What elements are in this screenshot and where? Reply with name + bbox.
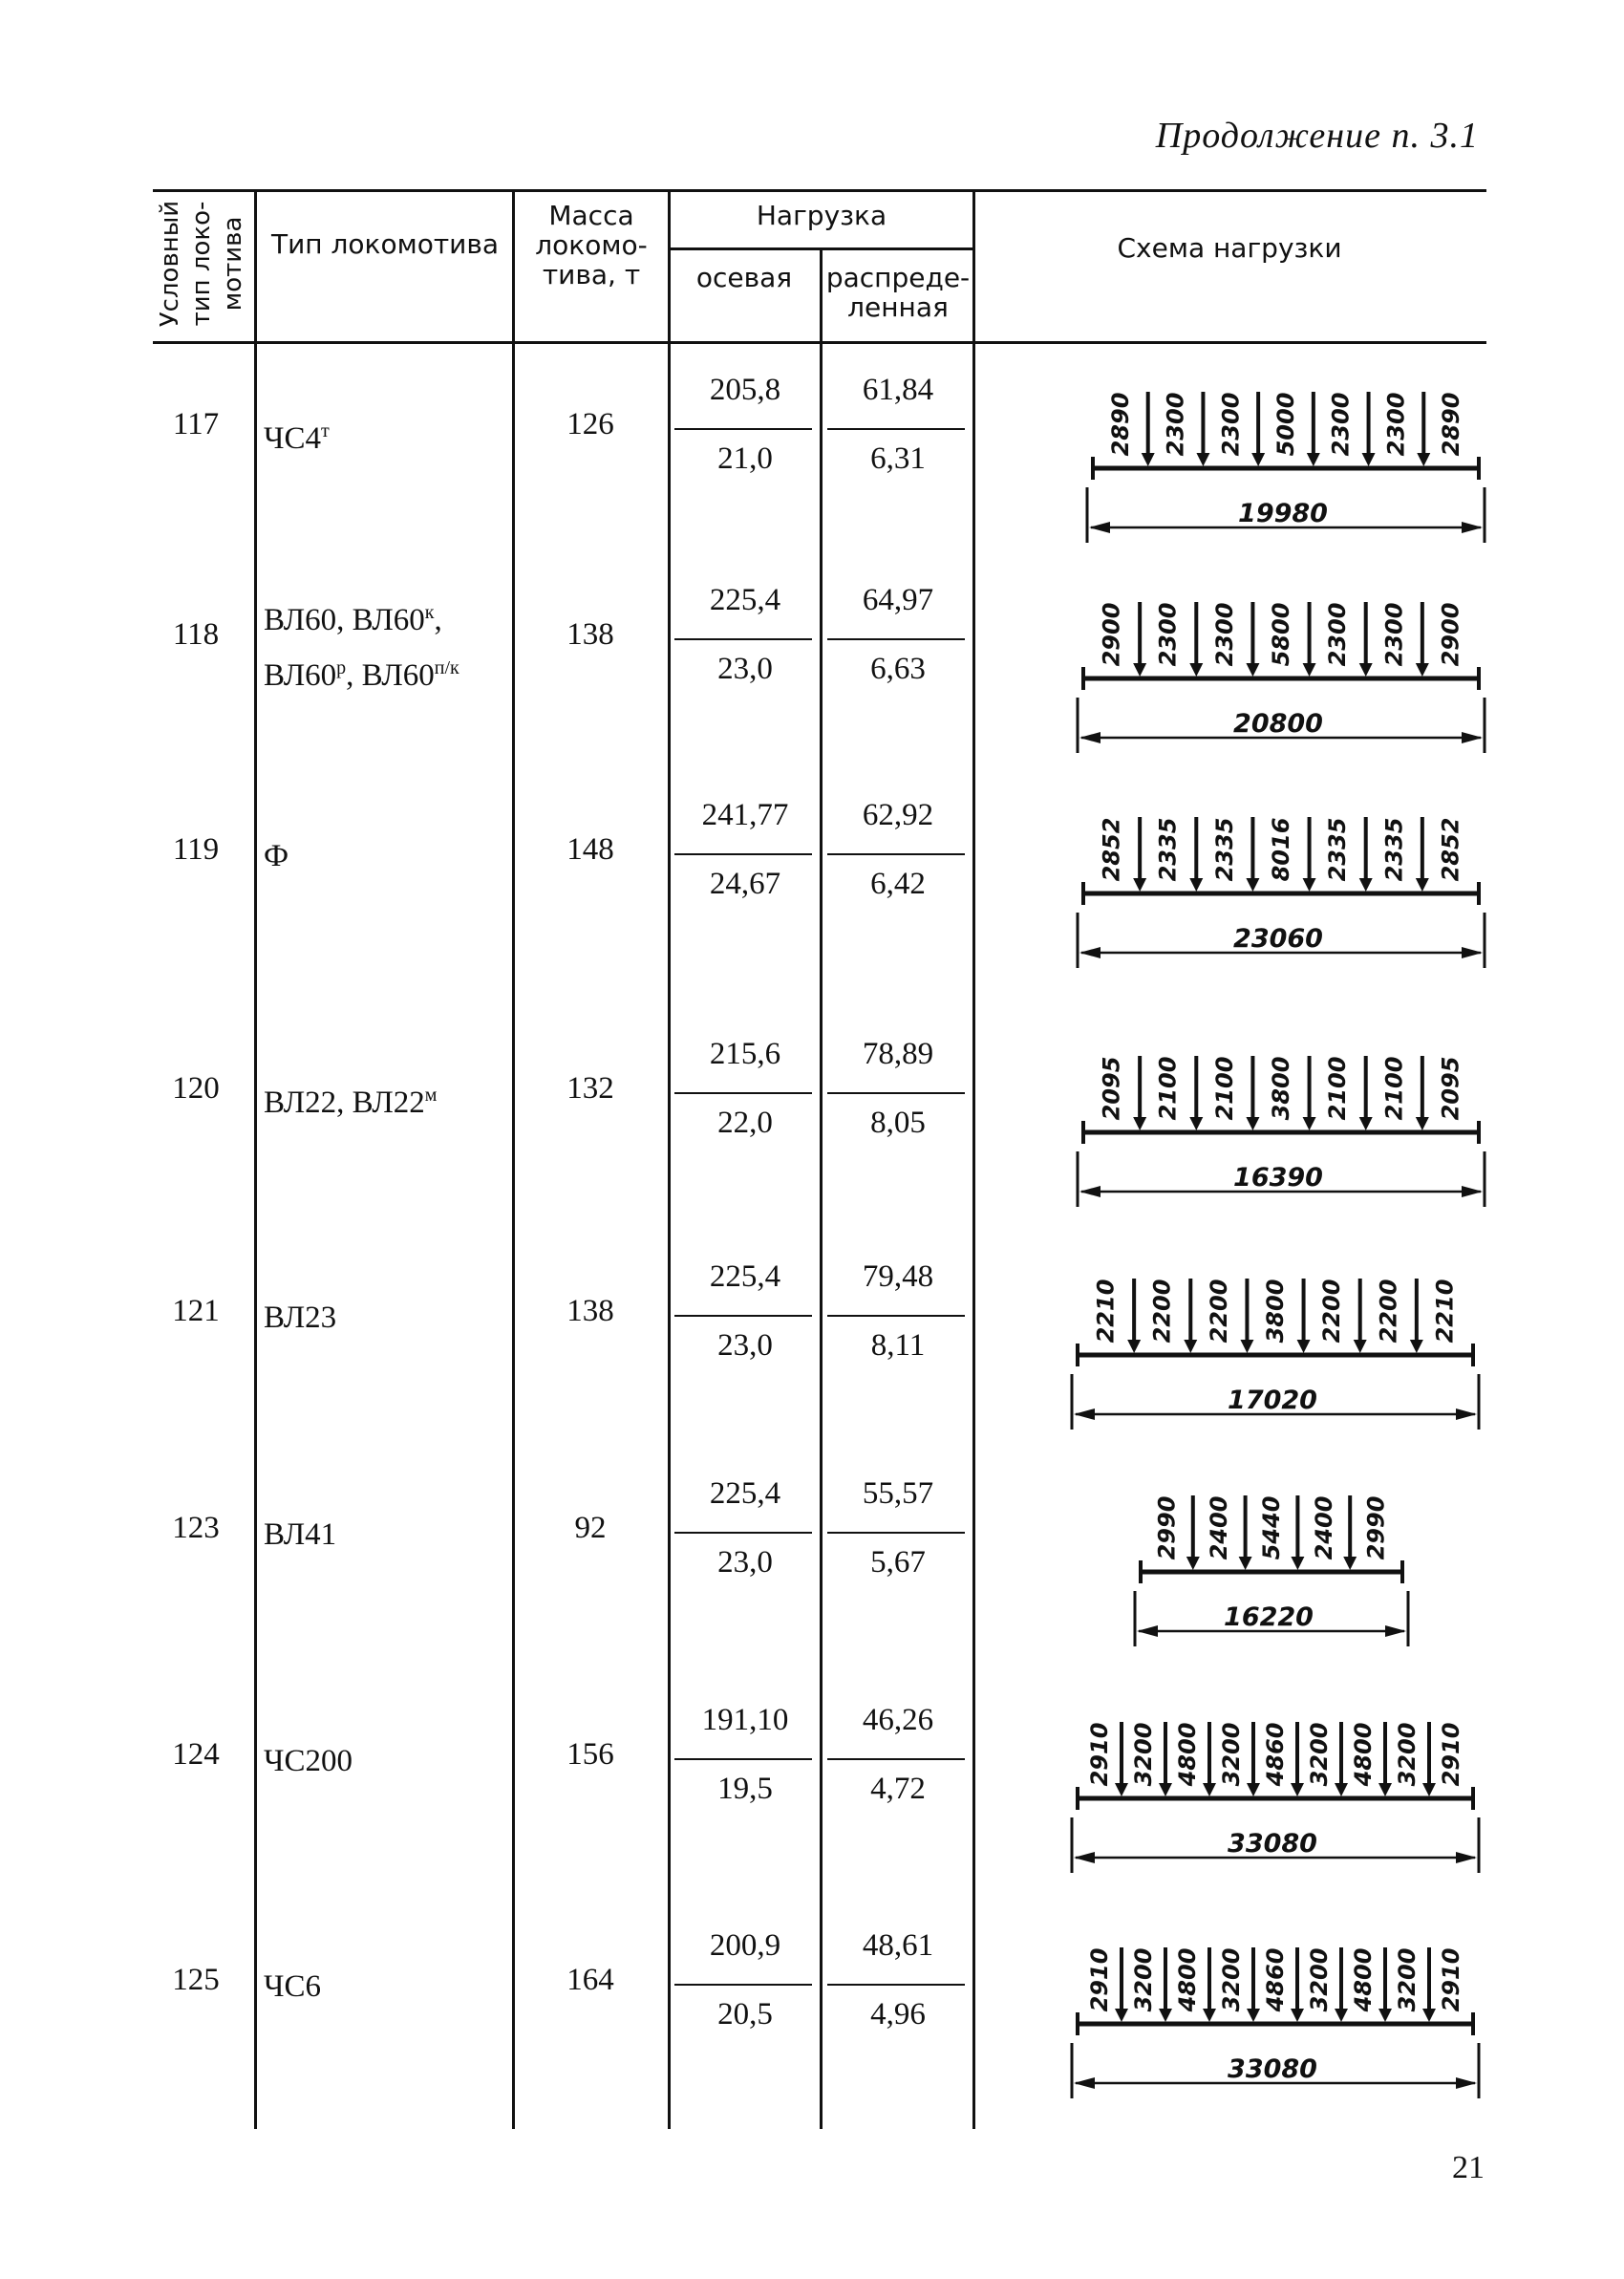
axle-spacing-label: 8016 xyxy=(1268,817,1294,882)
distributed-load-bottom: 6,31 xyxy=(870,441,926,476)
axle-load-arrowhead xyxy=(1159,2009,1172,2022)
locomotive-name xyxy=(264,1071,437,1127)
axle-load-arrowhead xyxy=(1335,1783,1348,1796)
col-divider-5 xyxy=(972,189,975,2129)
axle-load-arrowhead xyxy=(1354,1340,1367,1353)
axle-spacing-label: 3200 xyxy=(1306,1722,1333,1787)
axial-load-top: 205,8 xyxy=(709,373,781,407)
col-divider-3 xyxy=(668,189,671,2129)
axle-load-arrowhead xyxy=(1378,1783,1392,1796)
axle-spacing-label: 2100 xyxy=(1324,1056,1352,1121)
row-code: 125 xyxy=(172,1963,220,1997)
load-scheme-diagram xyxy=(1068,575,1498,757)
axle-load-arrowhead xyxy=(1247,2009,1260,2022)
col-header-distributed xyxy=(823,263,972,322)
locomotive-mass: 138 xyxy=(566,1294,614,1328)
axial-load-bottom: 20,5 xyxy=(717,1997,773,2032)
locomotive-name xyxy=(264,1737,353,1785)
dimension-arrowhead xyxy=(1456,1852,1477,1863)
axle-spacing-label: 2910 xyxy=(1086,1947,1113,2012)
col-divider-2 xyxy=(512,189,515,2129)
locomotive-mass: 148 xyxy=(566,832,614,867)
axle-load-arrowhead xyxy=(1416,663,1429,677)
axial-load-top: 225,4 xyxy=(709,1476,781,1511)
axle-load-arrowhead xyxy=(1115,1783,1128,1796)
axle-spacing-label: 4800 xyxy=(1174,1722,1201,1787)
col-header-type-code-line: Условный xyxy=(156,200,184,328)
axial-load-top: 241,77 xyxy=(701,798,789,832)
axle-spacing-label: 2852 xyxy=(1098,817,1125,882)
distributed-load-top: 46,26 xyxy=(862,1703,934,1737)
total-length-label: 33080 xyxy=(1228,1829,1317,1859)
total-length-label: 19980 xyxy=(1238,499,1328,528)
axial-load-bottom: 23,0 xyxy=(717,1545,773,1580)
axle-spacing-label: 2300 xyxy=(1382,392,1410,457)
axle-load-arrowhead xyxy=(1186,1557,1200,1570)
axial-fraction-line xyxy=(674,1315,812,1317)
axle-load-arrowhead xyxy=(1184,1340,1197,1353)
axle-load-arrowhead xyxy=(1240,1340,1253,1353)
dimension-arrowhead xyxy=(1079,947,1100,958)
axle-load-arrowhead xyxy=(1359,663,1373,677)
col-header-mass-line: Масса xyxy=(548,200,634,231)
axial-load-top: 225,4 xyxy=(709,1259,781,1294)
axle-load-arrowhead xyxy=(1246,1117,1259,1130)
row-code: 118 xyxy=(172,617,220,652)
axle-load-arrowhead xyxy=(1203,2009,1216,2022)
locomotive-name-line: $ЧС4^т$ xyxy=(264,420,330,456)
axle-spacing-label: 2900 xyxy=(1437,602,1464,667)
axle-spacing-label: 2335 xyxy=(1154,817,1182,882)
dimension-arrowhead xyxy=(1462,732,1483,743)
axle-spacing-label: 2990 xyxy=(1362,1495,1390,1560)
distributed-load-top: 62,92 xyxy=(862,798,934,832)
dimension-arrowhead xyxy=(1385,1625,1406,1637)
dimension-arrowhead xyxy=(1074,1852,1095,1863)
locomotive-name-line: ВЛ60, $ВЛ60^к$, xyxy=(264,602,442,637)
axle-load-arrowhead xyxy=(1303,1117,1316,1130)
dimension-arrowhead xyxy=(1462,1186,1483,1197)
distributed-load-top: 61,84 xyxy=(862,373,934,407)
locomotive-mass: 156 xyxy=(566,1737,614,1772)
row-code: 123 xyxy=(172,1511,220,1545)
axle-load-arrowhead xyxy=(1189,878,1203,892)
locomotive-mass: 92 xyxy=(574,1511,607,1545)
axle-load-arrowhead xyxy=(1246,878,1259,892)
load-scheme-diagram xyxy=(1125,1469,1421,1650)
distributed-load-bottom: 6,42 xyxy=(870,867,926,901)
locomotive-mass: 132 xyxy=(566,1071,614,1106)
axle-load-arrowhead xyxy=(1410,1340,1423,1353)
axle-spacing-label: 4800 xyxy=(1350,1947,1377,2012)
axle-load-arrowhead xyxy=(1416,1117,1429,1130)
load-scheme-diagram xyxy=(1078,365,1498,547)
axle-spacing-label: 2300 xyxy=(1327,392,1355,457)
axle-spacing-label: 2300 xyxy=(1380,602,1408,667)
axle-spacing-label: 2335 xyxy=(1324,817,1352,882)
locomotive-name-line: ВЛ23 xyxy=(264,1301,337,1335)
axle-spacing-label: 2095 xyxy=(1437,1056,1464,1121)
axle-spacing-label: 4800 xyxy=(1174,1947,1201,2012)
axle-load-arrowhead xyxy=(1359,878,1373,892)
axle-spacing-label: 3200 xyxy=(1394,1947,1421,2012)
total-length-label: 33080 xyxy=(1228,2054,1317,2084)
distributed-fraction-line xyxy=(827,1758,965,1760)
row-code: 117 xyxy=(172,407,220,441)
distributed-fraction-line xyxy=(827,853,965,855)
col-header-load: Нагрузка xyxy=(756,200,887,231)
total-length-label: 16220 xyxy=(1224,1602,1314,1632)
page-number: 21 xyxy=(1452,2150,1485,2185)
dimension-arrowhead xyxy=(1462,947,1483,958)
axle-load-arrowhead xyxy=(1133,663,1146,677)
axle-load-arrowhead xyxy=(1291,1557,1304,1570)
distributed-load-bottom: 8,11 xyxy=(870,1328,926,1363)
axle-load-arrowhead xyxy=(1362,453,1376,466)
axial-fraction-line xyxy=(674,428,812,430)
locomotive-name-line: Ф xyxy=(264,839,289,873)
col-header-mass xyxy=(516,201,667,290)
total-length-label: 23060 xyxy=(1233,924,1323,954)
dimension-arrowhead xyxy=(1074,1408,1095,1420)
col-header-type-code-line: тип локо- xyxy=(187,201,216,327)
axle-spacing-label: 3200 xyxy=(1130,1722,1157,1787)
axle-spacing-label: 4860 xyxy=(1262,1722,1289,1787)
load-scheme-diagram xyxy=(1068,1029,1498,1211)
axle-spacing-label: 3200 xyxy=(1218,1947,1245,2012)
distributed-load-bottom: 8,05 xyxy=(870,1106,926,1140)
distributed-load-bottom: 6,63 xyxy=(870,652,926,686)
axle-spacing-label: 2200 xyxy=(1148,1279,1176,1344)
dimension-arrowhead xyxy=(1089,522,1110,533)
axle-spacing-label: 2852 xyxy=(1437,817,1464,882)
distributed-load-top: 48,61 xyxy=(862,1928,934,1963)
axle-load-arrowhead xyxy=(1307,453,1320,466)
axle-spacing-label: 2100 xyxy=(1380,1056,1408,1121)
axle-spacing-label: 3200 xyxy=(1130,1947,1157,2012)
axial-fraction-line xyxy=(674,1532,812,1534)
axle-spacing-label: 2900 xyxy=(1098,602,1125,667)
distributed-fraction-line xyxy=(827,1532,965,1534)
distributed-fraction-line xyxy=(827,1984,965,1986)
locomotive-name xyxy=(264,589,459,699)
axle-spacing-label: 2990 xyxy=(1153,1495,1181,1560)
axle-spacing-label: 2910 xyxy=(1438,1722,1464,1787)
distributed-fraction-line xyxy=(827,1315,965,1317)
total-length-label: 20800 xyxy=(1233,709,1323,739)
axle-spacing-label: 2300 xyxy=(1217,392,1245,457)
axle-load-arrowhead xyxy=(1417,453,1430,466)
locomotive-mass: 164 xyxy=(566,1963,614,1997)
axle-load-arrowhead xyxy=(1422,2009,1436,2022)
axle-spacing-label: 2910 xyxy=(1086,1722,1113,1787)
axle-load-arrowhead xyxy=(1303,878,1316,892)
axle-spacing-label: 2100 xyxy=(1210,1056,1238,1121)
locomotive-name xyxy=(264,407,330,462)
axle-spacing-label: 2400 xyxy=(1310,1495,1337,1560)
col-divider-4 xyxy=(820,247,823,2129)
total-length-label: 17020 xyxy=(1228,1386,1317,1415)
axle-spacing-label: 2300 xyxy=(1210,602,1238,667)
axle-load-arrowhead xyxy=(1203,1783,1216,1796)
axial-load-top: 215,6 xyxy=(709,1037,781,1071)
axle-spacing-label: 2210 xyxy=(1431,1279,1459,1344)
distributed-fraction-line xyxy=(827,1092,965,1094)
axle-spacing-label: 2910 xyxy=(1438,1947,1464,2012)
distributed-load-bottom: 4,96 xyxy=(870,1997,926,2032)
locomotive-name xyxy=(264,1963,321,2010)
axle-load-arrowhead xyxy=(1115,2009,1128,2022)
distributed-fraction-line xyxy=(827,638,965,640)
locomotive-mass: 126 xyxy=(566,407,614,441)
row-code: 124 xyxy=(172,1737,220,1772)
axle-spacing-label: 5000 xyxy=(1272,392,1299,457)
col-header-distributed-line: ленная xyxy=(847,291,949,323)
axle-load-arrowhead xyxy=(1378,2009,1392,2022)
axle-spacing-label: 3800 xyxy=(1262,1279,1289,1344)
axial-load-top: 191,10 xyxy=(701,1703,789,1737)
axial-load-top: 225,4 xyxy=(709,583,781,617)
distributed-load-top: 78,89 xyxy=(862,1037,934,1071)
locomotive-name xyxy=(264,1294,336,1342)
axle-load-arrowhead xyxy=(1246,663,1259,677)
axial-fraction-line xyxy=(674,1092,812,1094)
col-header-locomotive: Тип локомотива xyxy=(271,228,499,260)
locomotive-name-line: $ВЛ60^р$, $ВЛ60^{п/к}$ xyxy=(264,657,459,693)
col-divider-1 xyxy=(254,189,257,2129)
axle-spacing-label: 2400 xyxy=(1206,1495,1233,1560)
axle-spacing-label: 3200 xyxy=(1218,1722,1245,1787)
axle-spacing-label: 5800 xyxy=(1268,602,1294,667)
axle-spacing-label: 2200 xyxy=(1375,1279,1402,1344)
load-scheme-diagram xyxy=(1062,1695,1492,1877)
axial-load-bottom: 21,0 xyxy=(717,441,773,476)
axial-fraction-line xyxy=(674,1984,812,1986)
load-scheme-diagram xyxy=(1062,1252,1492,1433)
dimension-arrowhead xyxy=(1074,2077,1095,2089)
axial-load-bottom: 19,5 xyxy=(717,1772,773,1806)
axle-load-arrowhead xyxy=(1142,453,1155,466)
dimension-arrowhead xyxy=(1456,2077,1477,2089)
col-header-scheme: Схема нагрузки xyxy=(1117,232,1342,264)
distributed-load-top: 55,57 xyxy=(862,1476,934,1511)
axle-load-arrowhead xyxy=(1247,1783,1260,1796)
axle-load-arrowhead xyxy=(1303,663,1316,677)
axle-load-arrowhead xyxy=(1239,1557,1252,1570)
distributed-load-top: 79,48 xyxy=(862,1259,934,1294)
axle-load-arrowhead xyxy=(1251,453,1265,466)
distributed-load-bottom: 4,72 xyxy=(870,1772,926,1806)
axle-spacing-label: 2300 xyxy=(1324,602,1352,667)
load-scheme-diagram xyxy=(1062,1921,1492,2102)
axle-load-arrowhead xyxy=(1127,1340,1141,1353)
axial-load-bottom: 23,0 xyxy=(717,652,773,686)
distributed-load-bottom: 5,67 xyxy=(870,1545,926,1580)
dimension-arrowhead xyxy=(1079,732,1100,743)
axle-load-arrowhead xyxy=(1422,1783,1436,1796)
axle-load-arrowhead xyxy=(1196,453,1209,466)
axial-load-bottom: 24,67 xyxy=(709,867,781,901)
axle-spacing-label: 2890 xyxy=(1106,392,1134,457)
axial-load-bottom: 23,0 xyxy=(717,1328,773,1363)
axle-spacing-label: 4800 xyxy=(1350,1722,1377,1787)
axle-load-arrowhead xyxy=(1133,1117,1146,1130)
axle-spacing-label: 2300 xyxy=(1162,392,1189,457)
axle-spacing-label: 3800 xyxy=(1268,1056,1294,1121)
load-scheme-diagram xyxy=(1068,790,1498,972)
axle-spacing-label: 4860 xyxy=(1262,1947,1289,2012)
table-top-rule xyxy=(153,189,1486,192)
col-header-mass-line: тива, т xyxy=(542,259,641,290)
axle-load-arrowhead xyxy=(1297,1340,1311,1353)
axle-spacing-label: 2335 xyxy=(1380,817,1408,882)
axle-spacing-label: 2210 xyxy=(1092,1279,1120,1344)
locomotive-name xyxy=(264,1511,336,1559)
axial-fraction-line xyxy=(674,853,812,855)
axle-load-arrowhead xyxy=(1291,1783,1304,1796)
col-header-distributed-line: распреде- xyxy=(825,262,971,293)
dimension-arrowhead xyxy=(1456,1408,1477,1420)
locomotive-name xyxy=(264,832,288,880)
axle-spacing-label: 2300 xyxy=(1154,602,1182,667)
axle-spacing-label: 5440 xyxy=(1258,1495,1285,1560)
col-header-axial: осевая xyxy=(695,262,793,293)
axle-load-arrowhead xyxy=(1133,878,1146,892)
axle-load-arrowhead xyxy=(1189,1117,1203,1130)
axle-load-arrowhead xyxy=(1189,663,1203,677)
distributed-fraction-line xyxy=(827,428,965,430)
axle-spacing-label: 2200 xyxy=(1205,1279,1232,1344)
axle-load-arrowhead xyxy=(1359,1117,1373,1130)
axial-load-top: 200,9 xyxy=(709,1928,781,1963)
axle-spacing-label: 3200 xyxy=(1394,1722,1421,1787)
dimension-arrowhead xyxy=(1137,1625,1158,1637)
dimension-arrowhead xyxy=(1462,522,1483,533)
axle-spacing-label: 2095 xyxy=(1098,1056,1125,1121)
axle-spacing-label: 2890 xyxy=(1438,392,1465,457)
axle-load-arrowhead xyxy=(1159,1783,1172,1796)
row-code: 120 xyxy=(172,1071,220,1106)
axial-load-bottom: 22,0 xyxy=(717,1106,773,1140)
distributed-load-top: 64,97 xyxy=(862,583,934,617)
col-header-type-code-line: мотива xyxy=(219,216,247,312)
axle-load-arrowhead xyxy=(1335,2009,1348,2022)
locomotive-mass: 138 xyxy=(566,617,614,652)
row-code: 119 xyxy=(172,832,220,867)
axle-spacing-label: 2200 xyxy=(1318,1279,1346,1344)
locomotive-name-line: ВЛ22, $ВЛ22^м$ xyxy=(264,1085,438,1120)
dimension-arrowhead xyxy=(1079,1186,1100,1197)
axle-spacing-label: 2100 xyxy=(1154,1056,1182,1121)
total-length-label: 16390 xyxy=(1233,1163,1323,1193)
axial-fraction-line xyxy=(674,638,812,640)
locomotive-name-line: ВЛ41 xyxy=(264,1517,337,1552)
locomotive-name-line: ЧС6 xyxy=(264,1969,321,2004)
axle-spacing-label: 3200 xyxy=(1306,1947,1333,2012)
axle-load-arrowhead xyxy=(1343,1557,1357,1570)
axle-spacing-label: 2335 xyxy=(1210,817,1238,882)
axle-load-arrowhead xyxy=(1291,2009,1304,2022)
col-header-type-code xyxy=(155,187,258,340)
locomotive-name-line: ЧС200 xyxy=(264,1744,353,1778)
axial-fraction-line xyxy=(674,1758,812,1760)
axle-load-arrowhead xyxy=(1416,878,1429,892)
page-header: Продолжение п. 3.1 xyxy=(1155,116,1479,156)
col-header-mass-line: локомо- xyxy=(535,229,648,261)
row-code: 121 xyxy=(172,1294,220,1328)
